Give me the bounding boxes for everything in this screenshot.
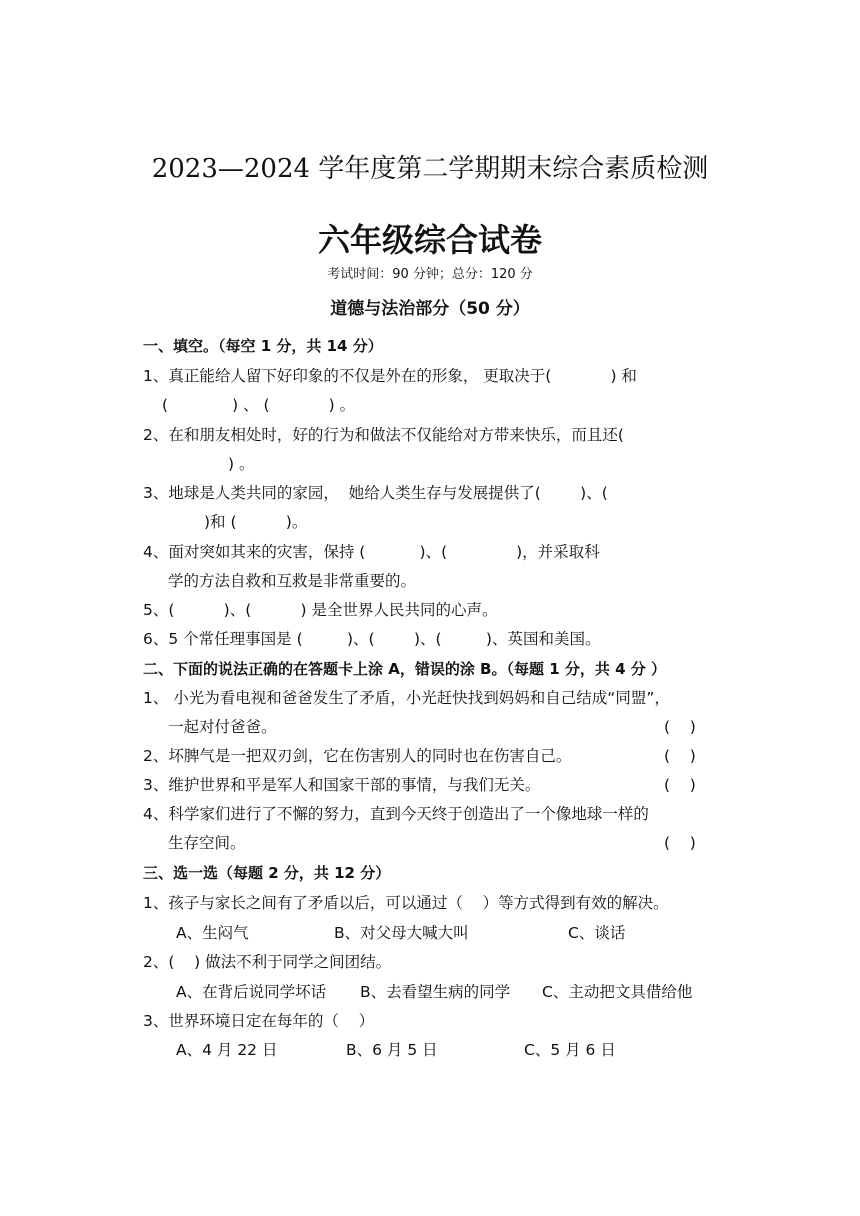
s3-q1-option-a[interactable]: A、生闷气	[176, 924, 249, 942]
s3-q3: 3、世界环境日定在每年的（ ）	[143, 1012, 375, 1030]
s3-q3-option-b[interactable]: B、6 月 5 日	[346, 1041, 438, 1059]
exam-info: 考试时间：90 分钟；总分：120 分	[327, 267, 533, 282]
s3-q1-option-c[interactable]: C、谈话	[568, 924, 626, 942]
s2-q4-answer-bracket[interactable]: ( )	[664, 834, 696, 852]
s3-q1-option-b[interactable]: B、对父母大喊大叫	[334, 924, 469, 942]
s1-q2-line2: ) 。	[228, 455, 255, 473]
s2-q1-line1: 1、 小光为看电视和爸爸发生了矛盾，小光赶快找到妈妈和自己结成“同盟”，	[143, 689, 670, 707]
s1-q4-line2: 学的方法自救和互救是非常重要的。	[168, 572, 417, 590]
exam-title-line1: 2023—2024 学年度第二学期期末综合素质检测	[151, 154, 709, 184]
s3-q1: 1、孩子与家长之间有了矛盾以后，可以通过（ ）等方式得到有效的解决。	[143, 894, 669, 912]
s3-q2-option-b[interactable]: B、去看望生病的同学	[360, 983, 511, 1001]
s2-q1-line2: 一起对付爸爸。	[168, 718, 277, 736]
part-title: 道德与法治部分（50 分）	[330, 299, 530, 319]
s1-q1-line2: ( ) 、 ( ) 。	[162, 396, 356, 414]
exam-title-line2: 六年级综合试卷	[317, 221, 542, 259]
s3-q3-option-c[interactable]: C、5 月 6 日	[524, 1041, 616, 1059]
section3-title: 三、选一选（每题 2 分，共 12 分）	[143, 864, 391, 882]
s3-q2-option-c[interactable]: C、主动把文具借给他	[542, 983, 693, 1001]
section2-title: 二、下面的说法正确的在答题卡上涂 A，错误的涂 B。（每题 1 分，共 4 分 ）	[143, 660, 666, 678]
s2-q3: 3、维护世界和平是军人和国家干部的事情，与我们无关。	[143, 776, 541, 794]
s1-q5: 5、( )、( ) 是全世界人民共同的心声。	[143, 601, 498, 619]
s1-q3-line1: 3、地球是人类共同的家园， 她给人类生存与发展提供了( )、(	[143, 484, 608, 502]
s2-q3-answer-bracket[interactable]: ( )	[664, 776, 696, 794]
s2-q1-answer-bracket[interactable]: ( )	[664, 718, 696, 736]
s1-q4-line1: 4、面对突如其来的灾害，保持 ( )、( )，并采取科	[143, 543, 600, 561]
s1-q3-line2: )和 ( )。	[204, 513, 308, 531]
s3-q2-option-a[interactable]: A、在背后说同学坏话	[176, 983, 327, 1001]
s1-q2-line1: 2、在和朋友相处时，好的行为和做法不仅能给对方带来快乐，而且还(	[143, 426, 624, 444]
s2-q4-line1: 4、科学家们进行了不懈的努力，直到今天终于创造出了一个像地球一样的	[143, 805, 649, 823]
s3-q2: 2、( ) 做法不利于同学之间团结。	[143, 953, 392, 971]
s3-q3-option-a[interactable]: A、4 月 22 日	[176, 1041, 278, 1059]
s1-q1-line1: 1、真正能给人留下好印象的不仅是外在的形象， 更取决于( ) 和	[143, 367, 637, 385]
s2-q4-line2: 生存空间。	[168, 834, 246, 852]
s1-q6: 6、5 个常任理事国是 ( )、( )、( )、英国和美国。	[143, 630, 601, 648]
section1-title: 一、填空。（每空 1 分，共 14 分）	[143, 337, 383, 355]
s2-q2: 2、坏脾气是一把双刃剑，它在伤害别人的同时也在伤害自己。	[143, 747, 572, 765]
s2-q2-answer-bracket[interactable]: ( )	[664, 747, 696, 765]
